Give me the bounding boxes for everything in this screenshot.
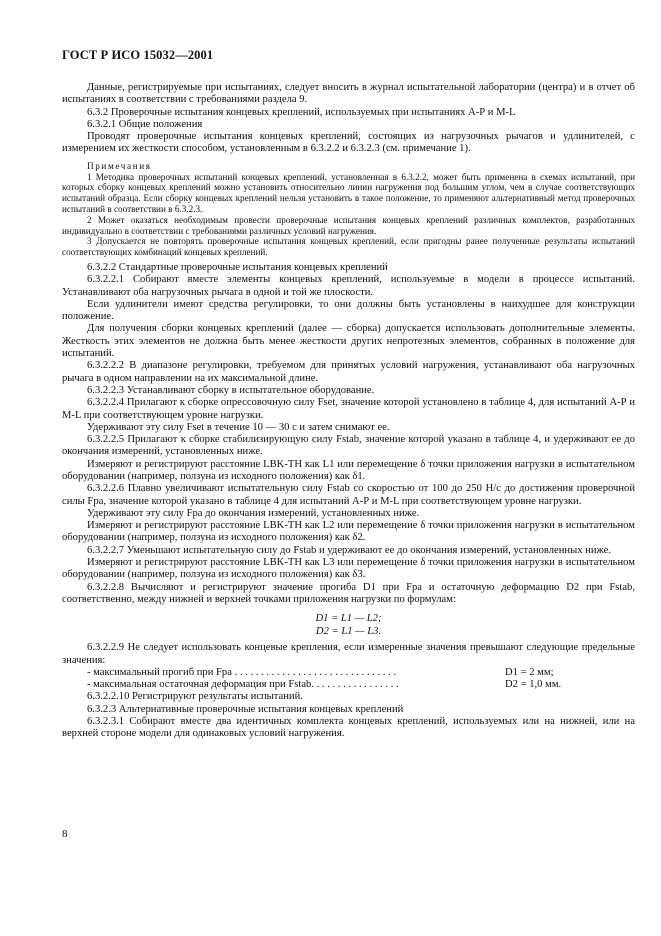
limit-label: - максимальная остаточная деформация при Fstab. . . . . . . . . . . . . . . . . xyxy=(87,679,399,691)
paragraph: Измеряют и регистрируют расстояние LBK-TH как L3 или перемещение δ точки приложения нагрузки в испытательном оборудовании (например, ползуна из исходного положения) как δ3. xyxy=(62,557,635,581)
limit-row xyxy=(62,667,635,679)
paragraph: 6.3.2.2.5 Прилагают к сборке стабилизирующую силу Fstab, значение которой указано в таблице 4, и удерживают ее до окончания измерений, установленных ниже. xyxy=(62,434,635,458)
paragraph: 6.3.2.3.1 Собирают вместе два идентичных комплекта концевых креплений, используемых или на нижней, или на верхней стороне модели для одинаковых условий нагружения. xyxy=(62,716,635,740)
paragraph: Удерживают эту силу Fset в течение 10 — 30 с и затем снимают ее. xyxy=(87,421,390,433)
paragraph: 6.3.2.2.8 Вычисляют и регистрируют значение прогиба D1 при Fpa и остаточную деформацию D2 при Fstab, соответственно, между нижней и верхней точками приложения нагрузки по формулам: xyxy=(62,581,635,605)
section-heading: 6.3.2.2 Стандартные проверочные испытания концевых креплений xyxy=(87,261,388,273)
page-header xyxy=(62,48,635,63)
section-heading: 6.3.2.3 Альтернативные проверочные испытания концевых креплений xyxy=(87,703,404,715)
document-body xyxy=(62,82,635,741)
paragraph: 6.3.2.2.6 Плавно увеличивают испытательную силу Fstab со скоростью от 100 до 250 Н/с до достижения проверочной силы Fpa, значение которой указано в таблице 4 для испытаний А-Р и М-L при соответствующем уровне нагрузки. xyxy=(62,483,635,507)
paragraph: 6.3.2.2.1 Собирают вместе элементы концевых креплений, используемые в модели в процессе испытаний. Устанавливают оба нагрузочных рычага в одной и той же плоскости. xyxy=(62,274,635,298)
note-item: 1 Методика проверочных испытаний концевых креплений, установленная в 6.3.2.2, может быть применена в схемах испытаний, при которых сборку концевых креплений можно установить относительно линии нагружения под большим углом, чем в случае соответствующих испытаний образца. Если сборку концевых креплений нельзя установить в такое положение, то применяют альтернативный метод проверочных испытаний в соответствии в 6.3.2.3. xyxy=(62,171,635,214)
limits-list xyxy=(62,667,635,692)
paragraph: 6.3.2.2.2 В диапазоне регулировки, требуемом для принятых условий нагружения, устанавливают оба нагрузочных рычага в одном направлении на их максимальной длине. xyxy=(62,360,635,384)
notes-block xyxy=(62,161,635,258)
note-item: 3 Допускается не повторять проверочные испытания концевых креплений, если пригодны ранее полученные результаты испытаний соответствующих комбинаций концевых креплений. xyxy=(62,236,635,258)
limit-row xyxy=(62,679,635,691)
formula-d1: D1 = L1 — L2; xyxy=(315,613,382,625)
paragraph: Для получения сборки концевых креплений (далее — сборка) допускается использовать дополнительные элементы. Жесткость этих элементов не должна быть менее жесткости других непротезных элементов, собранных в положение для испытаний. xyxy=(62,323,635,360)
paragraph: 6.3.2.2.9 Не следует использовать концевые крепления, если измеренные значения превышают следующие предельные значения: xyxy=(62,642,635,666)
document-title: ГОСТ Р ИСО 15032—2001 xyxy=(62,48,214,62)
paragraph: Измеряют и регистрируют расстояние LBK-TH как L2 или перемещение δ точки приложения нагрузки в испытательном оборудовании (например, ползуна из исходного положения) как δ2. xyxy=(62,520,635,544)
limit-value: D1 = 2 мм; xyxy=(505,666,554,678)
formula-d2: D2 = L1 — L3. xyxy=(315,626,382,638)
paragraph: 6.3.2.2.10 Регистрируют результаты испытаний. xyxy=(87,691,303,703)
section-heading: 6.3.2.1 Общие положения xyxy=(87,118,203,130)
paragraph: Данные, регистрируемые при испытаниях, следует вносить в журнал испытательной лаборатории (центра) и в отчет об испытаниях в соответствии с требованиями раздела 9. xyxy=(62,82,635,106)
formula-block xyxy=(62,612,635,638)
note-item: 2 Может оказаться необходимым провести проверочные испытания концевых креплений различных комплектов, разработанных индивидуально в соответствии с требованиями различных условий нагружения. xyxy=(62,214,635,236)
limit-value: D2 = 1,0 мм. xyxy=(505,679,562,691)
paragraph: Удерживают эту силу Fpa до окончания измерений, установленных ниже. xyxy=(87,507,420,519)
paragraph: 6.3.2.2.4 Прилагают к сборке опрессовочную силу Fset, значение которой установлено в таблице 4, для испытаний А-Р и М-L при соответствующем уровне нагрузки. xyxy=(62,397,635,421)
paragraph: 6.3.2.2.7 Уменьшают испытательную силу до Fstab и удерживают ее до окончания измерений, установленных ниже. xyxy=(87,544,612,556)
paragraph: Проводят проверочные испытания концевых креплений, состоящих из нагрузочных рычагов и удлинителей, с измерением их жесткости способом, установленным в 6.3.2.2 и 6.3.2.3 (см. примечание 1). xyxy=(62,131,635,155)
limit-label: - максимальный прогиб при Fpa . . . . . . . . . . . . . . . . . . . . . . . . . . . . . . . xyxy=(87,666,397,678)
paragraph: Если удлинители имеют средства регулировки, то они должны быть установлены в наихудшее для конструкции положение. xyxy=(62,298,635,323)
paragraph: 6.3.2.2.3 Устанавливают сборку в испытательное оборудование. xyxy=(87,384,375,396)
page-number: 8 xyxy=(62,828,68,840)
notes-title: Примечания xyxy=(87,160,152,171)
paragraph: Измеряют и регистрируют расстояние LBK-TH как L1 или перемещение δ точки приложения нагрузки в испытательном оборудовании (например, ползуна из исходного положения) как δ1. xyxy=(62,458,635,482)
section-heading: 6.3.2 Проверочные испытания концевых креплений, используемых при испытаниях А-Р и М-L xyxy=(87,106,516,118)
